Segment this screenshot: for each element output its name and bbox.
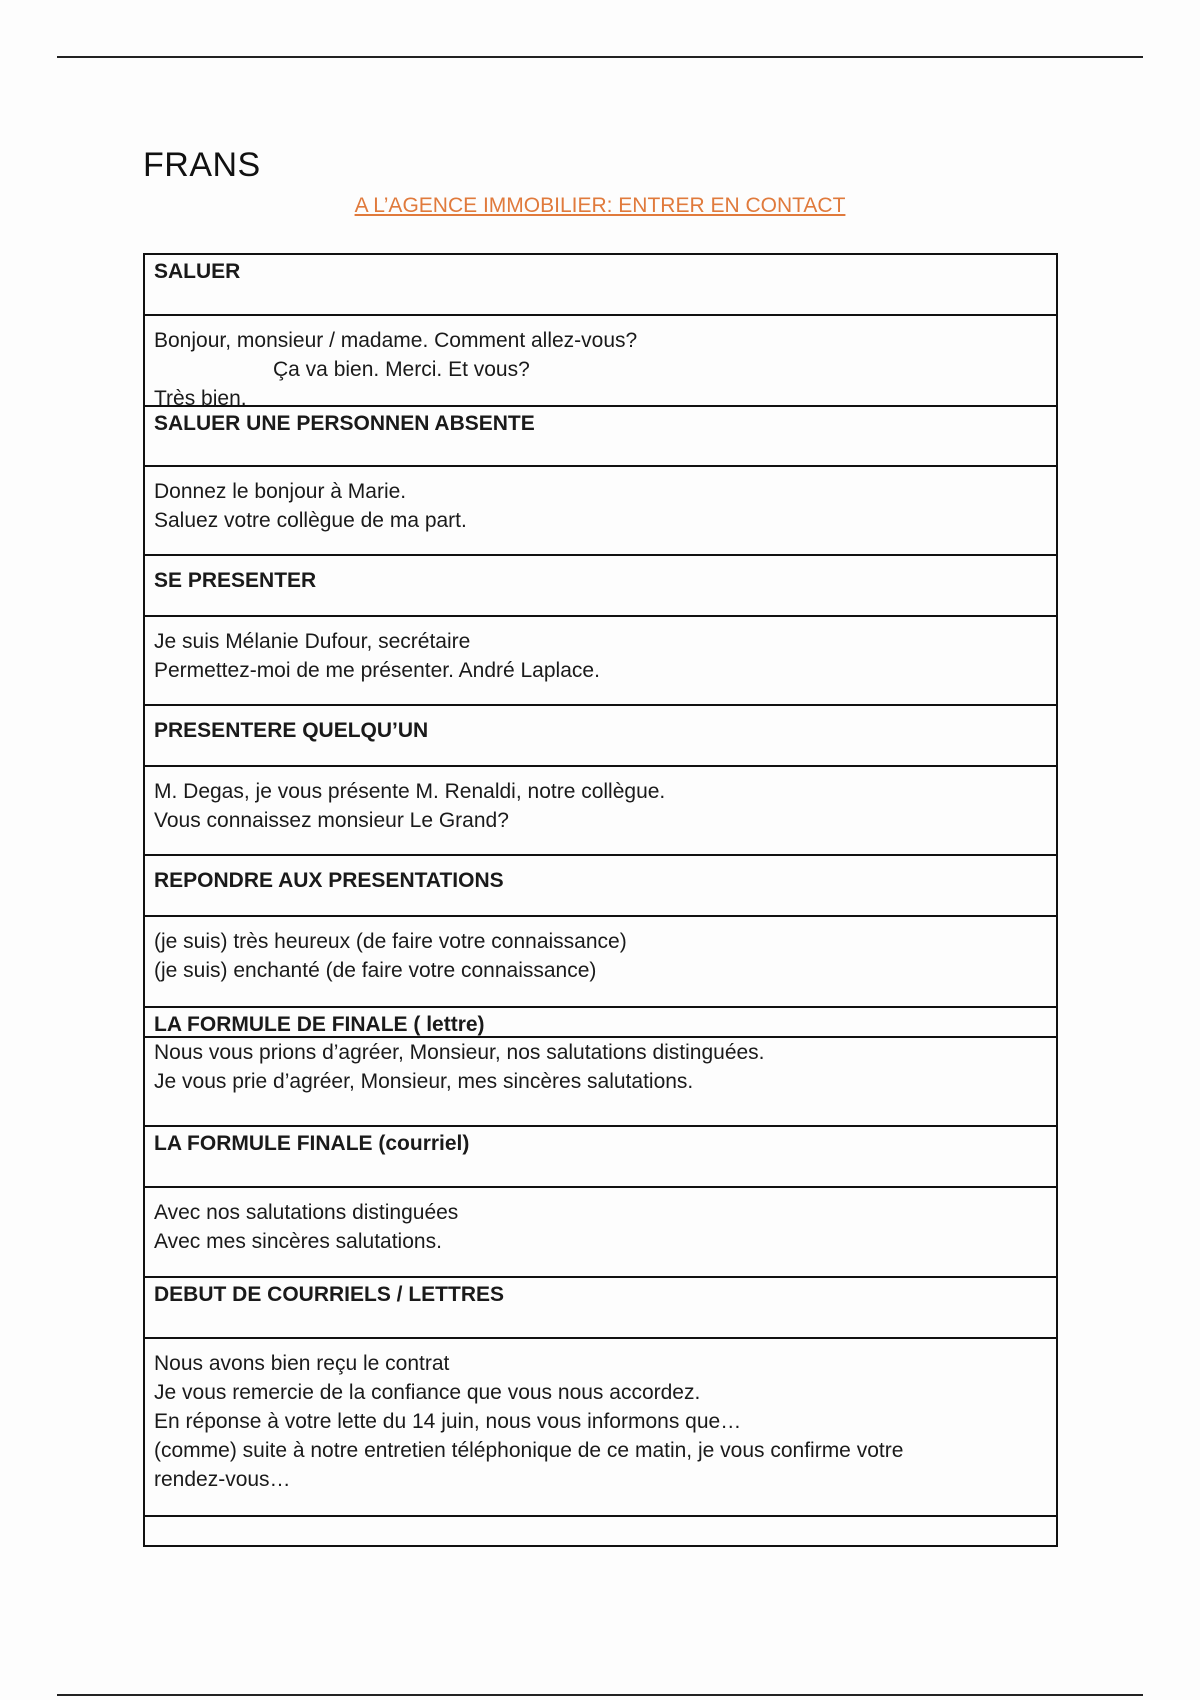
section-heading-se-presenter bbox=[145, 554, 1056, 615]
section-heading-text: SALUER bbox=[154, 260, 241, 283]
section-heading-text: PRESENTERE QUELQU’UN bbox=[154, 719, 429, 742]
section-body-formule-courriel bbox=[145, 1186, 1056, 1276]
section-heading-saluer-absente bbox=[145, 405, 1056, 465]
section-heading-formule-courriel bbox=[145, 1125, 1056, 1186]
section-heading-text: REPONDRE AUX PRESENTATIONS bbox=[154, 869, 504, 892]
document-subtitle: A L’AGENCE IMMOBILIER: ENTRER EN CONTACT bbox=[354, 194, 846, 217]
top-rule bbox=[57, 56, 1143, 58]
phrase-line: En réponse à votre lette du 14 juin, nous vous informons que… bbox=[154, 1410, 742, 1433]
phrase-line: rendez-vous… bbox=[154, 1468, 291, 1491]
phrase-line: Saluez votre collègue de ma part. bbox=[154, 509, 467, 532]
section-heading-text: SE PRESENTER bbox=[154, 569, 317, 592]
section-heading-text: LA FORMULE FINALE (courriel) bbox=[154, 1132, 470, 1155]
section-body-se-presenter bbox=[145, 615, 1056, 704]
phrase-line: Bonjour, monsieur / madame. Comment allez-vous? bbox=[154, 329, 638, 352]
section-heading-repondre bbox=[145, 854, 1056, 915]
section-heading-text: DEBUT DE COURRIELS / LETTRES bbox=[154, 1283, 505, 1306]
section-body-saluer-absente bbox=[145, 465, 1056, 554]
page-title: FRANS bbox=[143, 146, 261, 184]
section-body-debut bbox=[145, 1337, 1056, 1515]
section-heading-formule-lettre bbox=[145, 1006, 1056, 1036]
section-body-presentere bbox=[145, 765, 1056, 854]
phrase-table bbox=[143, 253, 1058, 1547]
section-heading-text: SALUER UNE PERSONNEN ABSENTE bbox=[154, 412, 535, 435]
section-heading-debut bbox=[145, 1276, 1056, 1337]
phrase-line: Je suis Mélanie Dufour, secrétaire bbox=[154, 630, 471, 653]
section-body-formule-lettre bbox=[145, 1036, 1056, 1125]
phrase-line: (je suis) très heureux (de faire votre connaissance) bbox=[154, 930, 627, 953]
phrase-line: Nous vous prions d’agréer, Monsieur, nos salutations distinguées. bbox=[154, 1041, 765, 1064]
phrase-line: Je vous remercie de la confiance que vous nous accordez. bbox=[154, 1381, 701, 1404]
phrase-line: Très bien. bbox=[154, 387, 247, 410]
section-heading-saluer bbox=[145, 255, 1056, 314]
phrase-line: Vous connaissez monsieur Le Grand? bbox=[154, 809, 509, 832]
phrase-line: (comme) suite à notre entretien téléphonique de ce matin, je vous confirme votre bbox=[154, 1439, 904, 1462]
phrase-line: Je vous prie d’agréer, Monsieur, mes sincères salutations. bbox=[154, 1070, 694, 1093]
phrase-line: Permettez-moi de me présenter. André Laplace. bbox=[154, 659, 600, 682]
phrase-line: Avec nos salutations distinguées bbox=[154, 1201, 459, 1224]
phrase-line: Ça va bien. Merci. Et vous? bbox=[273, 358, 530, 381]
phrase-line: Nous avons bien reçu le contrat bbox=[154, 1352, 450, 1375]
phrase-line: (je suis) enchanté (de faire votre connaissance) bbox=[154, 959, 597, 982]
section-heading-text: LA FORMULE DE FINALE ( lettre) bbox=[154, 1013, 485, 1036]
phrase-line: Donnez le bonjour à Marie. bbox=[154, 480, 407, 503]
section-body-saluer bbox=[145, 314, 1056, 410]
phrase-line: Avec mes sincères salutations. bbox=[154, 1230, 442, 1253]
section-heading-presentere bbox=[145, 704, 1056, 765]
empty-row bbox=[145, 1515, 1056, 1545]
bottom-rule bbox=[57, 1694, 1143, 1696]
phrase-line: M. Degas, je vous présente M. Renaldi, notre collègue. bbox=[154, 780, 666, 803]
section-body-repondre bbox=[145, 915, 1056, 1006]
